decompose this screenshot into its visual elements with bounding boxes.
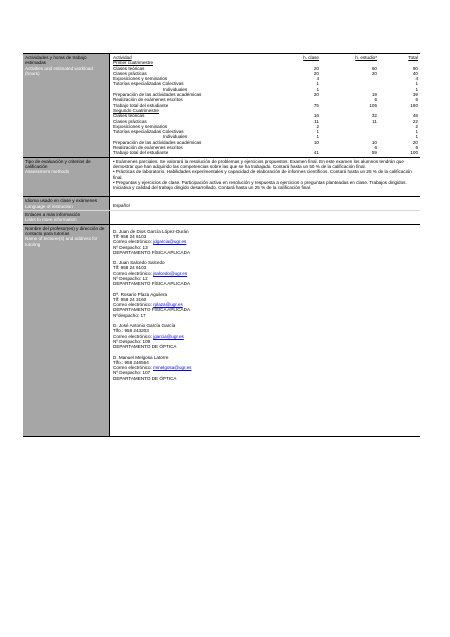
semester-title: Segundo Cuatrimestre xyxy=(113,107,159,113)
total-hours: 40 xyxy=(412,70,418,76)
language-label-es: Idioma usado en clase y exámenes xyxy=(25,198,98,204)
professor-office: Nº Despacho: 12 xyxy=(113,275,148,281)
professor-office: Nº Despacho: 13 xyxy=(113,244,148,250)
column-header: Total xyxy=(408,55,418,60)
column-header: Actividad xyxy=(113,55,132,60)
total-hours: 22 xyxy=(412,118,418,124)
professor-office: DEPARTAMENTO FÍSICA APLICADA xyxy=(113,307,191,313)
study-hours: 19 xyxy=(371,92,377,98)
class-hours: 20 xyxy=(313,65,319,71)
total-hours: 1 xyxy=(415,86,418,92)
evaluation-paragraph: • Prácticas de laboratorio. Habilidades experimentales y capacidad de elaboración de informes científicos. Contará hasta un 25 % de la calificación final. xyxy=(113,169,412,180)
professor-phone: Tlf: 958 24 3160 xyxy=(113,296,147,302)
class-hours: 1 xyxy=(316,86,319,92)
professor-email-link[interactable]: rplaza@ugr.es xyxy=(153,302,183,308)
professor-name: D. Juan Salcedo Salcedo xyxy=(113,260,165,266)
professor-department: Nºdespacho: 17 xyxy=(113,312,146,318)
email-label: Correo electrónico: xyxy=(113,270,152,276)
class-hours: 75 xyxy=(313,102,319,108)
professor-name: D. Juan de Dios García López-Durán xyxy=(113,228,189,234)
links-label-cell xyxy=(23,211,109,224)
links-row xyxy=(23,210,420,224)
study-hours: 59 xyxy=(371,150,377,156)
evaluation-label-es: Tipo de evaluación y criterios de calificación xyxy=(25,158,91,169)
activity-name: Realización de exámenes escritos xyxy=(113,97,183,103)
language-label-cell xyxy=(23,197,109,210)
activities-label-en: Activities and estimated workload (hours) xyxy=(25,65,93,76)
evaluation-paragraph: • Preguntas y ejercicios de clase. Participación activa en resolución y respuesta a ejercicios o preguntas planteadas en clase. Trabajos dirigidos. Iniciativa y calidad del trabajo dirigido desarrollado. Contará hasta un 25 % de la calificación final. xyxy=(113,179,407,191)
professor-entry xyxy=(113,260,418,286)
activity-name: Tutorías especializadas Colectivas xyxy=(113,129,184,135)
email-label: Correo electrónico: xyxy=(113,333,152,339)
column-header: h. estudio* xyxy=(355,55,377,60)
professors-label-cell xyxy=(23,225,109,436)
study-hours: 11 xyxy=(372,118,377,124)
activity-name: Trabajo total del estudiante xyxy=(113,150,169,156)
professor-department: DEPARTAMENTO FÍSICA APLICADA xyxy=(113,249,191,255)
email-label: Correo electrónico: xyxy=(113,239,152,245)
professor-email-link[interactable]: jdgarcia@ugr.es xyxy=(153,239,187,245)
total-hours: 1 xyxy=(415,129,418,135)
class-hours: 1 xyxy=(316,134,319,140)
activity-name: Exposiciones y seminarios xyxy=(113,123,168,129)
professor-department: DEPARTAMENTO DE ÓPTICA xyxy=(113,344,177,350)
professor-entry xyxy=(113,292,418,318)
activities-label-es: Actividades y horas de trabajo estimadas xyxy=(25,55,87,66)
language-value: Español xyxy=(113,203,130,209)
professor-phone: Tlf: 958 24 6103 xyxy=(113,265,147,271)
activity-name: Trabajo total del estudiante xyxy=(113,102,169,108)
study-hours: 20 xyxy=(371,70,377,76)
class-hours: 1 xyxy=(316,81,319,87)
semester-title: Primer cuatrimestre xyxy=(113,60,154,66)
total-hours: 20 xyxy=(412,139,418,145)
activities-table xyxy=(109,54,420,157)
study-hours: 105 xyxy=(369,102,377,108)
professor-office: Nº Despacho: 109 xyxy=(113,338,151,344)
professors-label-en: Name of lecturer(s) and address for tutoring xyxy=(25,236,98,247)
professor-email-link[interactable]: jsalcedo@ugr.es xyxy=(153,270,188,276)
professors-list xyxy=(109,225,420,436)
evaluation-text xyxy=(109,158,420,197)
total-hours: 90 xyxy=(412,65,418,71)
professors-label-es: Nombre del profesor(es) y dirección de contacto para tutorías xyxy=(25,225,105,236)
professors-row xyxy=(23,224,420,436)
professor-name: Dª. Rosario Plaza Aguilera xyxy=(113,291,168,297)
course-info-table xyxy=(23,54,420,437)
class-hours: 20 xyxy=(313,92,319,98)
total-hours: 48 xyxy=(412,113,418,119)
email-label: Correo electrónico: xyxy=(113,302,152,308)
total-hours: 2 xyxy=(415,123,418,129)
activity-name: Preparación de las actividades académicas xyxy=(113,92,202,98)
professor-office: Nº Despacho: 107 xyxy=(113,370,151,376)
professor-name: D. José Antonio García García xyxy=(113,323,176,329)
professor-email-link[interactable]: mmelgosa@ugr.es xyxy=(153,365,192,371)
total-hours: 39 xyxy=(412,92,418,98)
evaluation-row xyxy=(23,157,420,197)
class-hours: 2 xyxy=(316,123,319,129)
professor-department: DEPARTAMENTO DE ÓPTICA xyxy=(113,375,177,381)
study-hours: 60 xyxy=(371,65,377,71)
professor-email-link[interactable]: jgarcia@ugr.es xyxy=(153,333,184,339)
activity-name: Clases teóricas xyxy=(113,65,145,71)
study-hours: 6 xyxy=(374,97,377,103)
professor-phone: Tlf: 958 24 6103 xyxy=(113,233,147,239)
links-value-cell xyxy=(109,211,420,224)
activities-grid xyxy=(113,55,418,156)
total-hours: 1 xyxy=(415,134,418,140)
links-label-es: Enlaces a más información xyxy=(25,212,81,218)
email-label: Correo electrónico: xyxy=(113,365,152,371)
class-hours: 1 xyxy=(316,129,319,135)
class-hours: 11 xyxy=(314,118,319,124)
total-hours: 100 xyxy=(410,150,418,156)
language-label-en: Language of instruction xyxy=(25,203,73,209)
evaluation-label-cell xyxy=(23,158,109,197)
professor-entry xyxy=(113,355,418,381)
class-hours: 10 xyxy=(313,139,319,145)
activity-name: Exposiciones y seminarios xyxy=(113,76,168,82)
class-hours: 20 xyxy=(313,70,319,76)
activity-name: Tutorías especializadas Colectivas xyxy=(113,81,184,87)
total-hours: 6 xyxy=(415,97,418,103)
links-label-en: Links to more information xyxy=(25,217,77,223)
activities-row xyxy=(23,54,420,157)
professor-name: D. Manuel Melgosa Latorre xyxy=(113,354,169,360)
language-row xyxy=(23,196,420,210)
total-hours: 1 xyxy=(415,81,418,87)
activity-name: Individuales xyxy=(163,86,188,92)
study-hours: 32 xyxy=(371,113,377,119)
professor-phone: Tlfo.: 958 243203 xyxy=(113,328,149,334)
total-hours: 4 xyxy=(415,76,418,82)
activities-label-cell xyxy=(23,54,109,157)
activity-name: Clases teóricas xyxy=(113,113,145,119)
professor-entry xyxy=(113,323,418,349)
class-hours: 4 xyxy=(316,76,319,82)
study-hours: 10 xyxy=(371,139,377,145)
total-hours: 6 xyxy=(415,145,418,151)
activity-name: Clases prácticas xyxy=(113,70,147,76)
class-hours: 16 xyxy=(313,113,319,119)
evaluation-label-en: Assessment methods xyxy=(25,169,69,175)
language-value-cell xyxy=(109,197,420,210)
table-bottom-border xyxy=(23,436,420,437)
evaluation-paragraph: • Exámenes parciales. Se valorará la resolución de problemas y ejercicios propuestos. Examen final. En este examen los alumnos tendrán que demostrar que han adquirido las competencias sobre las que se ha trabajado. Contará hasta un 50 % de la calificación final. xyxy=(113,158,404,169)
activity-name: Clases prácticas xyxy=(113,118,147,124)
total-hours: 180 xyxy=(410,102,418,108)
column-header: h. clase xyxy=(303,55,319,60)
class-hours: 41 xyxy=(313,150,319,156)
activity-name: Individuales xyxy=(163,134,188,140)
study-hours: 6 xyxy=(374,145,377,151)
professor-entry xyxy=(113,229,418,255)
activity-name: Preparación de las actividades académicas xyxy=(113,139,202,145)
professor-phone: Tlfo.: 958 246564 xyxy=(113,359,149,365)
activity-name: Realización de exámenes escritos xyxy=(113,145,183,151)
professor-department: DEPARTAMENTO FÍSICA APLICADA xyxy=(113,281,191,287)
